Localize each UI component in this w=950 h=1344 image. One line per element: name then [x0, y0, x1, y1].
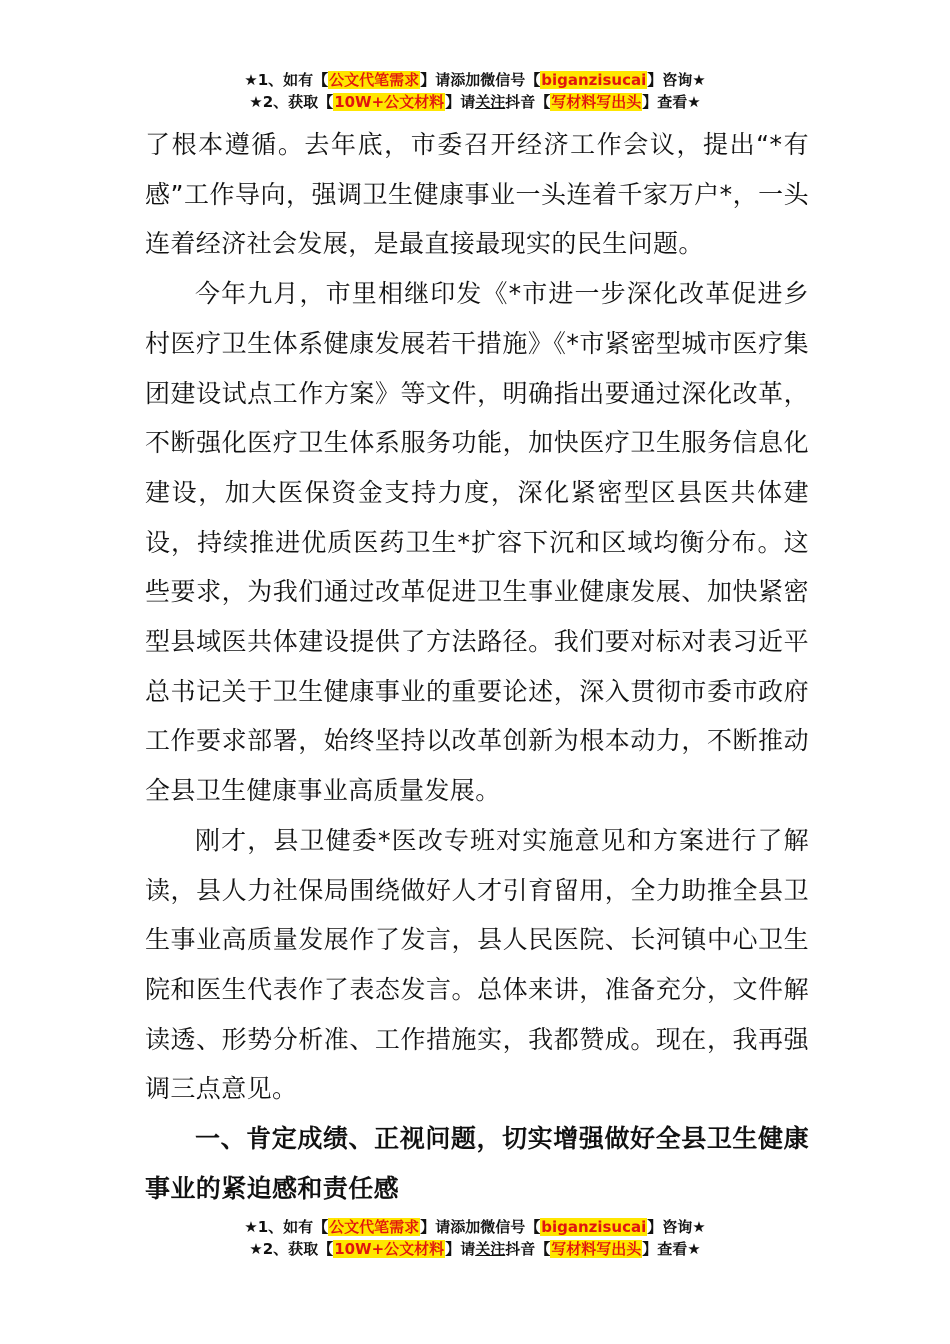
document-body — [145, 120, 809, 1213]
section-heading-one: 一、肯定成绩、正视问题，切实增强做好全县卫生健康事业的紧迫感和责任感 — [145, 1124, 809, 1203]
footer-promo-banner — [0, 1216, 950, 1260]
highlight-account: 写材料写出头 — [551, 1240, 642, 1258]
highlight-service: 公文代笔需求 — [329, 1218, 420, 1236]
underlined-follow: 关注 — [475, 93, 506, 111]
paragraph-city-documents: 今年九月，市里相继印发《*市进一步深化改革促进乡村医疗卫生体系健康发展若干措施》《*市紧密型城市医疗集团建设试点工作方案》等文件，明确指出要通过深化改革，不断强化医疗卫生体系服务功能，加快医疗卫生服务信息化建设，加大医保资金支持力度，深化紧密型区县医共体建设，持续推进优质医药卫生*扩容下沉和区域均衡分布。这些要求，为我们通过改革促进卫生事业健康发展、加快紧密型县域医共体建设提供了方法路径。我们要对标对表习近平总书记关于卫生健康事业的重要论述，深入贯彻市委市政府工作要求部署，始终坚持以改革创新为根本动力，不断推动全县卫生健康事业高质量发展。 — [145, 279, 809, 806]
promo-line-2: ★2、获取【10W+公文材料】请关注抖音【写材料写出头】查看★ — [249, 93, 701, 111]
paragraph-meeting-summary: 刚才，县卫健委*医改专班对实施意见和方案进行了解读，县人力社保局围绕做好人才引育留用，全力助推全县卫生事业高质量发展作了发言，县人民医院、长河镇中心卫生院和医生代表作了表态发言。总体来讲，准备充分，文件解读透、形势分析准、工作措施实，我都赞成。现在，我再强调三点意见。 — [145, 825, 809, 1104]
highlight-account: 写材料写出头 — [551, 93, 642, 111]
highlight-materials: 10W+公文材料 — [334, 93, 445, 111]
highlight-wechat-id: biganzisucai — [541, 1218, 647, 1236]
highlight-materials: 10W+公文材料 — [334, 1240, 445, 1258]
promo-line-1: ★1、如有【公文代笔需求】请添加微信号【biganzisucai】咨询★ — [244, 71, 706, 89]
paragraph-continuation: 了根本遵循。去年底，市委召开经济工作会议，提出“*有感”工作导向，强调卫生健康事业一头连着千家万户*，一头连着经济社会发展，是最直接最现实的民生问题。 — [145, 130, 809, 259]
promo-line-2: ★2、获取【10W+公文材料】请关注抖音【写材料写出头】查看★ — [249, 1240, 701, 1258]
highlight-service: 公文代笔需求 — [329, 71, 420, 89]
promo-line-1: ★1、如有【公文代笔需求】请添加微信号【biganzisucai】咨询★ — [244, 1218, 706, 1236]
highlight-wechat-id: biganzisucai — [541, 71, 647, 89]
underlined-follow: 关注 — [475, 1240, 506, 1258]
header-promo-banner — [0, 69, 950, 113]
